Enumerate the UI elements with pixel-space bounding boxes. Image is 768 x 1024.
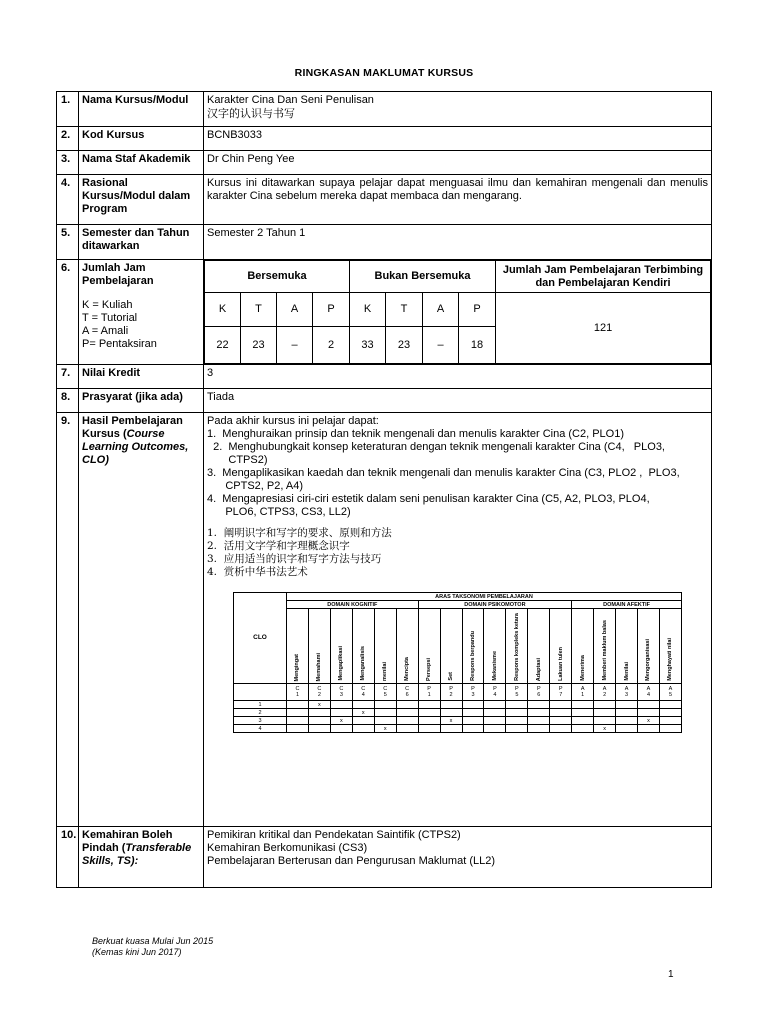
taxonomy-mark: [374, 701, 396, 709]
taxonomy-mark: [594, 709, 616, 717]
taxonomy-code-number: 1: [581, 692, 585, 698]
taxonomy-level: [528, 609, 550, 684]
taxonomy-mark: [528, 717, 550, 725]
taxonomy-row-clo: 1: [234, 701, 287, 709]
taxonomy-code-letter: P: [449, 686, 453, 692]
taxonomy-code: [506, 684, 528, 701]
hours-legend-a: A = Amali: [82, 325, 129, 337]
taxonomy-code-number: 6: [537, 692, 541, 698]
taxonomy-code-letter: P: [558, 686, 563, 692]
taxonomy-code-number: 7: [559, 692, 563, 698]
taxonomy-row: [234, 717, 682, 725]
skill-line: Pembelajaran Berterusan dan Pengurusan Maklumat (LL2): [207, 855, 495, 867]
taxonomy-mark: [616, 701, 638, 709]
taxonomy-level: [308, 609, 330, 684]
taxonomy-mark: [572, 701, 594, 709]
taxonomy-mark: [506, 701, 528, 709]
row-label: Semester dan Tahun ditawarkan: [79, 225, 204, 260]
taxonomy-mark: [638, 701, 660, 709]
row-semester: [57, 225, 712, 260]
taxonomy-mark: [484, 717, 506, 725]
taxonomy-level-label: Adaptasi: [535, 657, 542, 681]
taxonomy-code-number: 2: [449, 692, 453, 698]
taxonomy-level: [638, 609, 660, 684]
taxonomy-code-letter: C: [383, 686, 388, 692]
hour-value: 23: [386, 327, 423, 364]
taxonomy-mark: [659, 701, 681, 709]
taxonomy-mark: x: [330, 717, 352, 725]
taxonomy-mark: [396, 725, 418, 733]
taxonomy-level-label: Mengorganisasi: [645, 639, 652, 681]
taxonomy-code-number: 3: [471, 692, 475, 698]
hour-value: 33: [350, 327, 386, 364]
domain-cognitive: DOMAIN KOGNITIF: [287, 601, 419, 609]
row-number: 1.: [57, 92, 79, 127]
row-label: Prasyarat (jika ada): [79, 389, 204, 413]
taxonomy-level: [462, 609, 484, 684]
taxonomy-mark: [440, 709, 462, 717]
taxonomy-row: [234, 701, 682, 709]
taxonomy-level: [287, 609, 309, 684]
clo-line: PLO6, CTPS3, CS3, LL2): [207, 506, 351, 518]
row-prerequisite: [57, 389, 712, 413]
taxonomy-code: [396, 684, 418, 701]
row-number: 6.: [57, 260, 79, 365]
taxonomy-mark: [506, 725, 528, 733]
semester-value: Semester 2 Tahun 1: [204, 225, 712, 260]
total-hours-value: 121: [496, 293, 711, 364]
taxonomy-code-number: 5: [515, 692, 519, 698]
taxonomy-mark: [418, 725, 440, 733]
ts-label-text: Kemahiran Boleh Pindah (: [82, 829, 173, 854]
taxonomy-level-label: Persepsi: [426, 658, 433, 681]
taxonomy-mark: [638, 709, 660, 717]
taxonomy-code: [352, 684, 374, 701]
taxonomy-level: [440, 609, 462, 684]
taxonomy-clo-header: CLO: [234, 593, 287, 684]
skill-line: Pemikiran kritikal dan Pendekatan Saintifik (CTPS2): [207, 829, 461, 841]
taxonomy-level-label: Mencipta: [404, 657, 411, 681]
taxonomy-mark: [396, 717, 418, 725]
taxonomy-mark: [594, 701, 616, 709]
taxonomy-code-letter: P: [493, 686, 497, 692]
taxonomy-mark: [506, 717, 528, 725]
taxonomy-level-label: Respons kompleks ketara: [513, 613, 520, 681]
taxonomy-code-number: 2: [603, 692, 607, 698]
taxonomy-code: [440, 684, 462, 701]
clo-label-italic: Course Learning Outcomes, CLO): [82, 428, 189, 466]
taxonomy-code: [594, 684, 616, 701]
taxonomy-level: [374, 609, 396, 684]
taxonomy-code: [659, 684, 681, 701]
taxonomy-mark: [418, 709, 440, 717]
taxonomy-mark: [287, 709, 309, 717]
taxonomy-mark: [550, 701, 572, 709]
taxonomy-level: [352, 609, 374, 684]
hour-code: A: [277, 293, 313, 327]
taxonomy-level: [330, 609, 352, 684]
taxonomy-code-number: 5: [668, 692, 672, 698]
footer-effective-date: Berkuat kuasa Mulai Jun 2015: [92, 936, 214, 946]
academic-staff: Dr Chin Peng Yee: [204, 151, 712, 175]
taxonomy-code-letter: C: [295, 686, 300, 692]
taxonomy-row: [234, 709, 682, 717]
row-label: Nama Kursus/Modul: [79, 92, 204, 127]
taxonomy-mark: [462, 701, 484, 709]
taxonomy-mark: [616, 709, 638, 717]
clo-zh-line: 4. 赏析中华书法艺术: [207, 566, 308, 578]
taxonomy-mark: [396, 709, 418, 717]
course-summary-table: [56, 91, 712, 888]
taxonomy-code-letter: C: [317, 686, 322, 692]
taxonomy-mark: [506, 709, 528, 717]
taxonomy-code-letter: A: [602, 686, 607, 692]
taxonomy-mark: x: [440, 717, 462, 725]
taxonomy-mark: [352, 725, 374, 733]
taxonomy-code-number: 4: [493, 692, 497, 698]
hour-code: K: [205, 293, 241, 327]
taxonomy-code-number: 3: [625, 692, 629, 698]
clo-line: CTPS2): [207, 454, 268, 466]
taxonomy-level-label: Set: [448, 672, 455, 681]
hour-value: 22: [205, 327, 241, 364]
taxonomy-table: [233, 592, 682, 733]
taxonomy-code-number: 4: [646, 692, 650, 698]
taxonomy-mark: [550, 725, 572, 733]
taxonomy-mark: [462, 725, 484, 733]
taxonomy-code-letter: P: [471, 686, 475, 692]
taxonomy-level-label: Menghayati nilai: [667, 638, 674, 681]
row-number: 3.: [57, 151, 79, 175]
hours-legend-p: P= Pentaksiran: [82, 338, 157, 350]
taxonomy-mark: [659, 709, 681, 717]
clo-line: CPTS2, P2, A4): [207, 480, 303, 492]
taxonomy-level-label: Memahami: [316, 652, 323, 681]
taxonomy-code: [287, 684, 309, 701]
taxonomy-mark: [418, 717, 440, 725]
taxonomy-mark: [374, 717, 396, 725]
taxonomy-code: [484, 684, 506, 701]
taxonomy-title: ARAS TAKSONOMI PEMBELAJARAN: [287, 593, 682, 601]
row-number: 5.: [57, 225, 79, 260]
hours-label-cell: [79, 260, 204, 365]
taxonomy-mark: [484, 701, 506, 709]
taxonomy-level-label: Mekanisme: [491, 651, 498, 681]
row-value: [204, 92, 712, 127]
bersemuka-header: Bersemuka: [205, 261, 350, 293]
clo-line: 2. Menghubungkait konsep keteraturan dengan teknik mengenali karakter Cina (C4, PLO3,: [207, 441, 665, 453]
taxonomy-code: [374, 684, 396, 701]
taxonomy-mark: [308, 717, 330, 725]
taxonomy-code: [308, 684, 330, 701]
taxonomy-mark: [528, 725, 550, 733]
row-number: 10.: [57, 827, 79, 888]
clo-content: [204, 413, 712, 827]
row-label: Kod Kursus: [79, 127, 204, 151]
taxonomy-code-letter: A: [580, 686, 585, 692]
taxonomy-level: [572, 609, 594, 684]
row-label: Nama Staf Akademik: [79, 151, 204, 175]
row-course-code: [57, 127, 712, 151]
page-number: 1: [668, 969, 674, 980]
taxonomy-level-label: Menganalisis: [360, 646, 367, 681]
taxonomy-mark: [572, 717, 594, 725]
taxonomy-code: [550, 684, 572, 701]
taxonomy-code-number: 4: [361, 692, 365, 698]
hour-code: P: [313, 293, 350, 327]
taxonomy-level: [396, 609, 418, 684]
taxonomy-level-label: Mengingat: [294, 653, 301, 681]
row-learning-hours: [57, 260, 712, 365]
clo-zh-line: 2. 活用文字学和字理概念识字: [207, 540, 350, 552]
hour-code: P: [459, 293, 496, 327]
taxonomy-mark: [287, 725, 309, 733]
taxonomy-mark: [440, 725, 462, 733]
prerequisite-value: Tiada: [204, 389, 712, 413]
hour-code: K: [350, 293, 386, 327]
clo-line: 3. Mengaplikasikan kaedah dan teknik mengenali dan menulis karakter Cina (C3, PLO2 , PLO3,: [207, 467, 680, 479]
hour-code: A: [423, 293, 459, 327]
row-course-name: [57, 92, 712, 127]
taxonomy-mark: [572, 725, 594, 733]
hours-legend-t: T = Tutorial: [82, 312, 138, 324]
taxonomy-code-letter: A: [624, 686, 629, 692]
taxonomy-code: [616, 684, 638, 701]
row-label: [79, 827, 204, 888]
taxonomy-mark: [287, 701, 309, 709]
taxonomy-mark: x: [374, 725, 396, 733]
domain-psychomotor: DOMAIN PSIKOMOTOR: [418, 601, 572, 609]
taxonomy-level: [550, 609, 572, 684]
taxonomy-mark: [308, 725, 330, 733]
taxonomy-code: [638, 684, 660, 701]
taxonomy-mark: [330, 725, 352, 733]
taxonomy-code: [330, 684, 352, 701]
taxonomy-mark: [287, 717, 309, 725]
taxonomy-code-number: 2: [317, 692, 321, 698]
hour-code: T: [241, 293, 277, 327]
taxonomy-level: [616, 609, 638, 684]
taxonomy-mark: [440, 701, 462, 709]
course-name-malay: Karakter Cina Dan Seni Penulisan: [207, 94, 374, 106]
hour-code: T: [386, 293, 423, 327]
taxonomy-mark: [330, 701, 352, 709]
taxonomy-level-label: Lakuan tulen: [557, 647, 564, 681]
footer: [92, 936, 213, 958]
taxonomy-mark: [550, 717, 572, 725]
taxonomy-mark: [396, 701, 418, 709]
row-academic-staff: [57, 151, 712, 175]
hour-value: –: [423, 327, 459, 364]
taxonomy-code-number: 6: [405, 692, 409, 698]
rationale-text: Kursus ini ditawarkan supaya pelajar dapat menguasai ilmu dan kemahiran mengenali dan menulis karakter Cina sebelum mereka dapat membaca dan mengarang.: [204, 175, 712, 225]
taxonomy-level: [418, 609, 440, 684]
ts-label-italic: Transferable Skills, TS):: [82, 842, 192, 867]
taxonomy-level-label: Memberi maklum balas: [601, 620, 608, 681]
taxonomy-level-label: Menilai: [623, 662, 630, 681]
taxonomy-code-letter: A: [646, 686, 651, 692]
row-number: 7.: [57, 365, 79, 389]
taxonomy-mark: [462, 709, 484, 717]
taxonomy-mark: x: [594, 725, 616, 733]
clo-intro: Pada akhir kursus ini pelajar dapat:: [207, 415, 379, 427]
row-number: 2.: [57, 127, 79, 151]
taxonomy-code: [528, 684, 550, 701]
hour-value: 23: [241, 327, 277, 364]
hour-value: 2: [313, 327, 350, 364]
taxonomy-mark: [528, 709, 550, 717]
hours-table-cell: [204, 260, 712, 365]
taxonomy-code-letter: P: [427, 686, 431, 692]
taxonomy-code-letter: C: [361, 686, 366, 692]
hour-value: –: [277, 327, 313, 364]
taxonomy-level-label: Mengaplikasi: [338, 646, 345, 681]
taxonomy-code-number: 1: [427, 692, 431, 698]
row-label: [79, 413, 204, 827]
row-label: Nilai Kredit: [79, 365, 204, 389]
row-label: Rasional Kursus/Modul dalam Program: [79, 175, 204, 225]
taxonomy-level-label: menilai: [382, 662, 389, 681]
taxonomy-mark: [659, 717, 681, 725]
taxonomy-code-letter: C: [405, 686, 410, 692]
row-number: 8.: [57, 389, 79, 413]
row-number: 4.: [57, 175, 79, 225]
document-title: RINGKASAN MAKLUMAT KURSUS: [294, 67, 474, 79]
clo-zh-line: 1. 阐明识字和写字的要求、原则和方法: [207, 527, 392, 539]
taxonomy-level-label: Respons berpandu: [469, 631, 476, 681]
taxonomy-code-letter: P: [536, 686, 541, 692]
taxonomy-row-clo: 3: [234, 717, 287, 725]
row-number: 9.: [57, 413, 79, 827]
taxonomy-code-letter: P: [515, 686, 519, 692]
taxonomy-blank: [234, 684, 287, 701]
bukan-bersemuka-header: Bukan Bersemuka: [350, 261, 496, 293]
hours-legend-k: K = Kuliah: [82, 299, 133, 311]
taxonomy-mark: [352, 701, 374, 709]
taxonomy-row: [234, 725, 682, 733]
skill-line: Kemahiran Berkomunikasi (CS3): [207, 842, 368, 854]
row-label: Jumlah Jam Pembelajaran: [82, 262, 154, 287]
taxonomy-mark: [418, 701, 440, 709]
taxonomy-mark: [484, 709, 506, 717]
taxonomy-mark: [374, 709, 396, 717]
taxonomy-mark: [484, 725, 506, 733]
clo-label-text: Hasil Pembelajaran Kursus (: [82, 415, 183, 440]
taxonomy-row-clo: 2: [234, 709, 287, 717]
taxonomy-mark: [528, 701, 550, 709]
transferable-skills: [204, 827, 712, 888]
taxonomy-mark: x: [352, 709, 374, 717]
row-credit: [57, 365, 712, 389]
taxonomy-mark: [659, 725, 681, 733]
taxonomy-code: [462, 684, 484, 701]
taxonomy-code-number: 5: [383, 692, 387, 698]
domain-affective: DOMAIN AFEKTIF: [572, 601, 682, 609]
taxonomy-mark: [330, 709, 352, 717]
taxonomy-level: [506, 609, 528, 684]
taxonomy-code-letter: C: [339, 686, 344, 692]
row-rationale: [57, 175, 712, 225]
taxonomy-level-label: Menerima: [579, 655, 586, 681]
row-learning-outcomes: [57, 413, 712, 827]
taxonomy-code: [572, 684, 594, 701]
taxonomy-mark: [352, 717, 374, 725]
course-name-chinese: 汉字的认识与书写: [207, 107, 295, 120]
taxonomy-mark: x: [308, 701, 330, 709]
taxonomy-mark: [638, 725, 660, 733]
course-code: BCNB3033: [204, 127, 712, 151]
taxonomy-mark: [308, 709, 330, 717]
taxonomy-mark: [462, 717, 484, 725]
taxonomy-mark: [572, 709, 594, 717]
footer-updated-date: (Kemas kini Jun 2017): [92, 947, 182, 957]
hours-table: [204, 260, 711, 364]
taxonomy-code: [418, 684, 440, 701]
clo-zh-line: 3. 应用适当的识字和写字方法与技巧: [207, 553, 382, 565]
taxonomy-mark: [616, 717, 638, 725]
taxonomy-mark: x: [638, 717, 660, 725]
taxonomy-level: [594, 609, 616, 684]
taxonomy-code-letter: A: [668, 686, 673, 692]
taxonomy-level: [484, 609, 506, 684]
credit-value: 3: [204, 365, 712, 389]
taxonomy-row-clo: 4: [234, 725, 287, 733]
taxonomy-code-number: 3: [339, 692, 343, 698]
taxonomy-code-number: 1: [295, 692, 299, 698]
total-hours-header: Jumlah Jam Pembelajaran Terbimbing dan Pembelajaran Kendiri: [496, 261, 711, 293]
taxonomy-mark: [616, 725, 638, 733]
clo-line: 4. Mengapresiasi ciri-ciri estetik dalam seni penulisan karakter Cina (C5, A2, PLO3, PLO4,: [207, 493, 650, 505]
hour-value: 18: [459, 327, 496, 364]
taxonomy-mark: [550, 709, 572, 717]
taxonomy-level: [659, 609, 681, 684]
row-transferable-skills: [57, 827, 712, 888]
clo-line: 1. Menghuraikan prinsip dan teknik mengenali dan menulis karakter Cina (C2, PLO1): [207, 428, 624, 440]
taxonomy-mark: [594, 717, 616, 725]
